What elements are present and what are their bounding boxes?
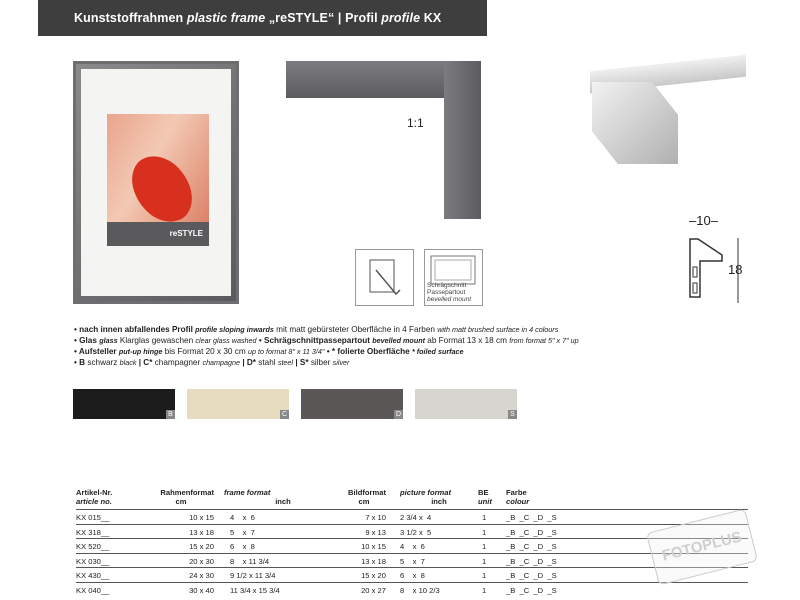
cell-colours: _B _C _D _S <box>506 524 748 539</box>
b2-d: clear glass washed <box>195 336 257 345</box>
swatch-code-s: S <box>508 410 517 419</box>
b1-b: profile sloping inwards <box>195 325 274 334</box>
cell-frame-inch: 4 x 6 <box>214 510 342 525</box>
b2-a: • Glas <box>74 336 97 345</box>
th-article <box>76 488 148 510</box>
b2-g: ab Format 13 x 18 cm <box>427 336 507 345</box>
cell-colours: _B _C _D _S <box>506 553 748 568</box>
b3-b: put-up hinge <box>118 347 163 356</box>
th-pic-unit: cm <box>358 497 370 506</box>
cell-article: KX 318__ <box>76 524 148 539</box>
cell-frame-cm: 24 x 30 <box>148 568 214 583</box>
cell-pic-inch: 6 x 8 <box>386 568 478 583</box>
cell-colours: _B _C _D _S <box>506 582 748 596</box>
bullet-line-3 <box>74 347 774 358</box>
b4-h: stahl <box>258 358 276 367</box>
cell-unit: 1 <box>478 568 506 583</box>
profile-cross-section-icon <box>688 237 724 302</box>
th-frame-de: Rahmenformat <box>160 488 214 497</box>
b4-g: | D* <box>242 358 256 367</box>
title-de: Kunststoffrahmen <box>74 11 184 25</box>
cell-article: KX 030__ <box>76 553 148 568</box>
cell-frame-inch: 5 x 7 <box>214 524 342 539</box>
b4-b: schwarz <box>87 358 118 367</box>
bullet-line-1 <box>74 325 774 336</box>
th-pic-inch <box>386 488 478 510</box>
th-article-en: article no. <box>76 497 112 506</box>
swatch-black <box>73 389 175 419</box>
cell-pic-inch: 3 1/2 x 5 <box>386 524 478 539</box>
red-glass-shape <box>125 147 200 231</box>
cell-frame-cm: 15 x 20 <box>148 539 214 554</box>
cell-article: KX 430__ <box>76 568 148 583</box>
swatch-steel <box>301 389 403 419</box>
b2-f: bevelled mount <box>372 336 425 345</box>
b4-a: • B <box>74 358 86 367</box>
photo-logo: reSTYLE <box>169 229 203 238</box>
cell-pic-cm: 15 x 20 <box>342 568 386 583</box>
b3-d: up to format 8" x 11 3/4" <box>247 347 325 356</box>
width-value: 10 <box>696 213 711 228</box>
cell-frame-cm: 13 x 18 <box>148 524 214 539</box>
cell-unit: 1 <box>478 510 506 525</box>
b3-f: * foiled surface <box>411 347 464 356</box>
b2-e: • Schrägschnittpassepartout <box>258 336 370 345</box>
cell-pic-cm: 10 x 15 <box>342 539 386 554</box>
cell-article: KX 040__ <box>76 582 148 596</box>
b4-e: champagner <box>154 358 201 367</box>
article-table <box>76 488 748 596</box>
swatch-code-d: D <box>395 411 402 418</box>
dim-dash-left: – <box>689 213 697 228</box>
th-pic-de: Bildformat <box>348 488 386 497</box>
b1-c: mit matt gebürsteter Oberfläche in 4 Farben <box>276 325 435 334</box>
cell-article: KX 015__ <box>76 510 148 525</box>
th-color-de: Farbe <box>506 488 527 497</box>
b3-a: • Aufsteller <box>74 347 117 356</box>
b4-l: silver <box>332 358 350 367</box>
cell-article: KX 520__ <box>76 539 148 554</box>
mount-label-line2: Passepartout <box>427 289 466 296</box>
cell-colours: _B _C _D _S <box>506 539 748 554</box>
cell-frame-cm: 10 x 15 <box>148 510 214 525</box>
table-row <box>76 582 748 596</box>
swatch-silver <box>415 389 517 419</box>
framed-picture-image <box>73 61 239 304</box>
bullet-line-4 <box>74 358 774 369</box>
mount-label-line1: Schrägschnitt <box>427 282 467 289</box>
height-dimension: 18 <box>728 262 743 277</box>
product-name: „reSTYLE“ <box>268 11 335 25</box>
table-row <box>76 553 748 568</box>
b4-d: | C* <box>138 358 153 367</box>
title-en: plastic frame <box>186 11 266 25</box>
passepartout-mat <box>81 69 231 296</box>
cell-unit: 1 <box>478 524 506 539</box>
cell-pic-inch: 4 x 6 <box>386 539 478 554</box>
cell-unit: 1 <box>478 539 506 554</box>
b4-k: silber <box>310 358 331 367</box>
b4-c: black <box>119 358 137 367</box>
b3-e: • * folierte Oberfläche <box>326 347 410 356</box>
th-color-en: colour <box>506 497 530 506</box>
th-frame-inch-unit: inch <box>275 497 291 506</box>
profile-3d-face <box>592 82 678 164</box>
cell-unit: 1 <box>478 582 506 596</box>
th-pic-inch-unit: inch <box>431 497 447 506</box>
dim-dash-right: – <box>710 213 718 228</box>
table-header-row <box>76 488 748 510</box>
height-line-icon <box>735 238 741 303</box>
table-row <box>76 568 748 583</box>
sample-photo <box>107 114 209 246</box>
header-bar <box>38 0 487 36</box>
th-be-en: unit <box>478 497 492 506</box>
swatch-code-c: C <box>281 411 288 418</box>
swatch-champagne <box>187 389 289 419</box>
cell-colours: _B _C _D _S <box>506 568 748 583</box>
th-frame-inch <box>214 488 342 510</box>
cell-pic-cm: 7 x 10 <box>342 510 386 525</box>
width-dimension <box>689 213 718 228</box>
profil-de: Profil <box>345 11 378 25</box>
b2-h: from format 5" x 7" up <box>509 336 579 345</box>
th-frame-cm <box>148 488 214 510</box>
b4-f: champagne <box>202 358 241 367</box>
title-separator: | <box>337 11 342 25</box>
scale-label: 1:1 <box>407 116 424 130</box>
swatch-code-b: B <box>166 410 175 419</box>
cell-pic-cm: 9 x 13 <box>342 524 386 539</box>
cell-frame-inch: 9 1/2 x 11 3/4 <box>214 568 342 583</box>
th-article-de: Artikel-Nr. <box>76 488 113 497</box>
hinge-icon <box>355 249 414 306</box>
th-pic-cm <box>342 488 386 510</box>
profil-en: profile <box>381 11 421 25</box>
profile-code: KX <box>423 11 442 25</box>
th-frame-unit: cm <box>175 497 187 506</box>
cell-colours: _B _C _D _S <box>506 510 748 525</box>
th-unit <box>478 488 506 510</box>
cell-frame-cm: 30 x 40 <box>148 582 214 596</box>
cell-frame-inch: 11 3/4 x 15 3/4 <box>214 582 342 596</box>
b4-i: steel <box>277 358 294 367</box>
b1-d: with matt brushed surface in 4 colours <box>437 325 559 334</box>
th-frame-en: frame format <box>224 488 271 497</box>
page-title <box>74 11 441 25</box>
b4-j: | S* <box>295 358 309 367</box>
cell-pic-inch: 2 3/4 x 4 <box>386 510 478 525</box>
cell-frame-inch: 6 x 8 <box>214 539 342 554</box>
table-row <box>76 510 748 525</box>
b2-b: glass <box>99 336 118 345</box>
fotoplus-watermark: FOTOPLUS <box>646 508 758 585</box>
b2-c: Klarglas gewaschen <box>119 336 194 345</box>
b1-a: • nach innen abfallendes Profil <box>74 325 193 334</box>
th-colour <box>506 488 748 510</box>
cell-pic-inch: 5 x 7 <box>386 553 478 568</box>
mount-label-line3: bevelled mount <box>427 296 472 303</box>
cell-frame-cm: 20 x 30 <box>148 553 214 568</box>
mount-label <box>427 282 471 303</box>
cell-pic-cm: 20 x 27 <box>342 582 386 596</box>
bevelled-mount-icon <box>424 249 483 306</box>
bullet-line-2 <box>74 336 774 347</box>
th-pic-en: picture format <box>400 488 452 497</box>
cell-frame-inch: 8 x 11 3/4 <box>214 553 342 568</box>
th-be-de: BE <box>478 488 489 497</box>
profile-corner-side <box>444 61 481 219</box>
b3-c: bis Format 20 x 30 cm <box>164 347 246 356</box>
cell-pic-inch: 8 x 10 2/3 <box>386 582 478 596</box>
cell-unit: 1 <box>478 553 506 568</box>
cell-pic-cm: 13 x 18 <box>342 553 386 568</box>
